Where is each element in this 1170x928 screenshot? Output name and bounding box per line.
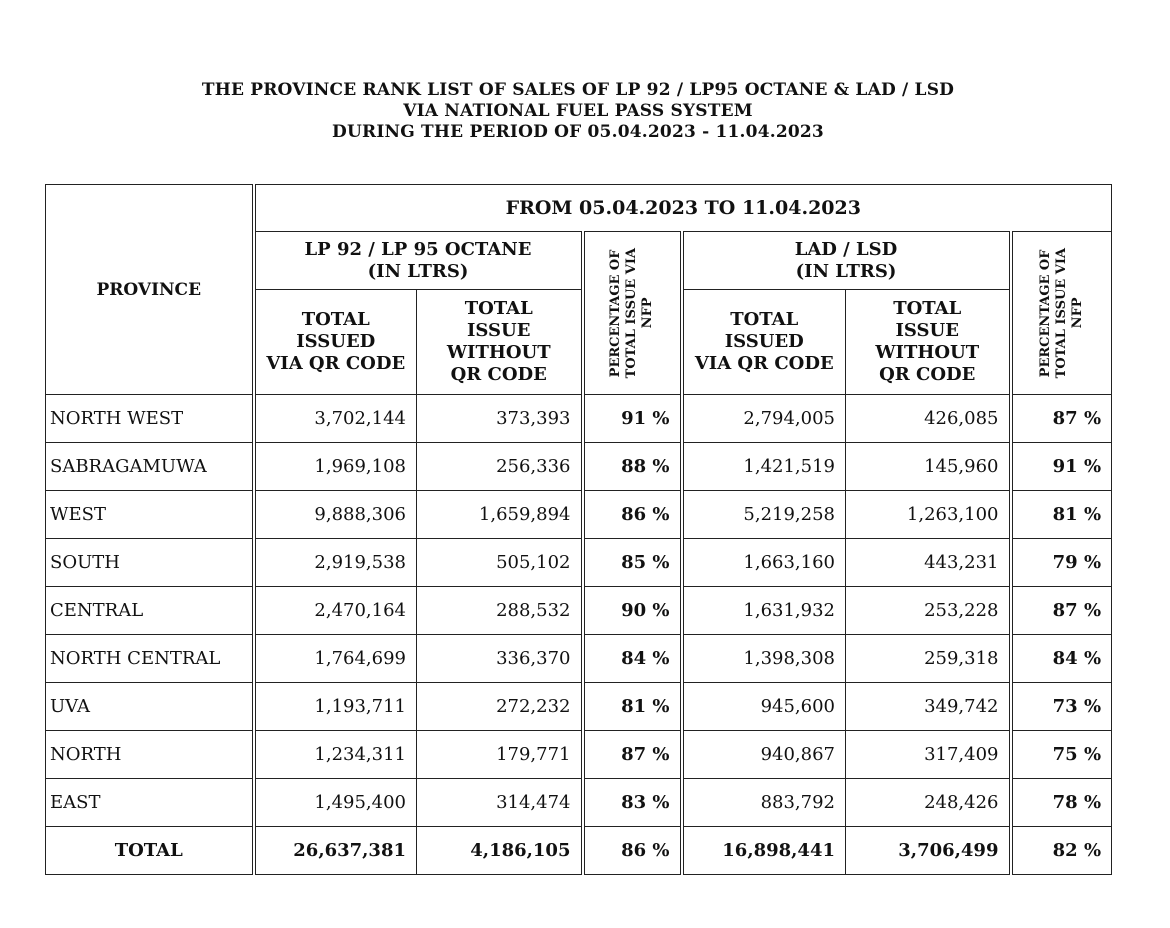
province-cell: EAST xyxy=(46,779,254,827)
total-row xyxy=(46,827,1112,875)
petrol-qr-cell: 1,969,108 xyxy=(254,443,417,491)
province-cell: SABRAGAMUWA xyxy=(46,443,254,491)
petrol-qr-header-line-2: ISSUED xyxy=(296,331,376,352)
petrol-without-header-line-1: TOTAL xyxy=(464,298,533,319)
period-header: FROM 05.04.2023 TO 11.04.2023 xyxy=(254,185,1112,232)
diesel-group-line-2: (IN LTRS) xyxy=(795,260,897,282)
petrol-qr-header-line-1: TOTAL xyxy=(301,309,370,330)
diesel-group-line-1: LAD / LSD xyxy=(794,238,898,260)
total-label: TOTAL xyxy=(46,827,254,875)
table-row xyxy=(46,635,1112,683)
diesel-qr-cell: 1,421,519 xyxy=(682,443,846,491)
petrol-without-cell: 272,232 xyxy=(417,683,583,731)
petrol-without-header-line-4: QR CODE xyxy=(450,364,547,385)
petrol-without-cell: 179,771 xyxy=(417,731,583,779)
table-row xyxy=(46,491,1112,539)
petrol-without-cell: 505,102 xyxy=(417,539,583,587)
petrol-group-line-2: (IN LTRS) xyxy=(367,260,469,282)
petrol-qr-header-line-3: VIA QR CODE xyxy=(266,353,406,374)
diesel-without-header-line-1: TOTAL xyxy=(893,298,962,319)
table-row xyxy=(46,683,1112,731)
petrol-pct-header-line-3: NFP xyxy=(640,297,655,329)
diesel-percentage-header xyxy=(1011,232,1112,395)
diesel-without-header-line-4: QR CODE xyxy=(879,364,976,385)
diesel-qr-cell: 1,398,308 xyxy=(682,635,846,683)
petrol-qr-cell: 1,234,311 xyxy=(254,731,417,779)
province-cell: WEST xyxy=(46,491,254,539)
table-row xyxy=(46,779,1112,827)
petrol-pct-header-line-2: TOTAL ISSUE VIA xyxy=(624,247,639,379)
diesel-without-cell: 259,318 xyxy=(846,635,1011,683)
diesel-without-cell: 426,085 xyxy=(846,395,1011,443)
petrol-group-line-1: LP 92 / LP 95 OCTANE xyxy=(304,238,532,260)
province-rank-table xyxy=(45,184,1112,875)
province-cell: UVA xyxy=(46,683,254,731)
petrol-pct-cell: 86 % xyxy=(583,491,682,539)
petrol-qr-cell: 2,919,538 xyxy=(254,539,417,587)
diesel-without-cell: 253,228 xyxy=(846,587,1011,635)
petrol-without-header-line-3: WITHOUT xyxy=(446,342,551,363)
table-row xyxy=(46,443,1112,491)
diesel-without-cell: 145,960 xyxy=(846,443,1011,491)
diesel-pct-cell: 87 % xyxy=(1011,395,1112,443)
petrol-without-header-line-2: ISSUE xyxy=(467,320,531,341)
petrol-pct-cell: 85 % xyxy=(583,539,682,587)
diesel-group-header xyxy=(682,232,1011,290)
total-petrol-without: 4,186,105 xyxy=(417,827,583,875)
petrol-without-cell: 314,474 xyxy=(417,779,583,827)
diesel-pct-cell: 91 % xyxy=(1011,443,1112,491)
province-cell: NORTH xyxy=(46,731,254,779)
total-petrol-pct: 86 % xyxy=(583,827,682,875)
table-row xyxy=(46,731,1112,779)
petrol-without-cell: 336,370 xyxy=(417,635,583,683)
diesel-pct-cell: 84 % xyxy=(1011,635,1112,683)
diesel-qr-cell: 5,219,258 xyxy=(682,491,846,539)
title-line-2: VIA NATIONAL FUEL PASS SYSTEM xyxy=(403,101,753,121)
petrol-qr-cell: 3,702,144 xyxy=(254,395,417,443)
diesel-pct-cell: 73 % xyxy=(1011,683,1112,731)
petrol-pct-cell: 84 % xyxy=(583,635,682,683)
table-row xyxy=(46,587,1112,635)
petrol-without-cell: 1,659,894 xyxy=(417,491,583,539)
diesel-pct-header-line-1: PERCENTAGE OF xyxy=(1037,249,1053,377)
petrol-qr-header xyxy=(254,290,417,395)
petrol-pct-cell: 87 % xyxy=(583,731,682,779)
total-diesel-pct: 82 % xyxy=(1011,827,1112,875)
petrol-qr-cell: 2,470,164 xyxy=(254,587,417,635)
diesel-qr-header-line-2: ISSUED xyxy=(724,331,804,352)
diesel-qr-header xyxy=(682,290,846,395)
document-title xyxy=(0,80,1156,143)
petrol-qr-cell: 9,888,306 xyxy=(254,491,417,539)
province-header: PROVINCE xyxy=(46,185,254,395)
diesel-qr-cell: 1,631,932 xyxy=(682,587,846,635)
diesel-without-header-line-2: ISSUE xyxy=(895,320,959,341)
diesel-qr-header-line-3: VIA QR CODE xyxy=(694,353,834,374)
petrol-pct-cell: 91 % xyxy=(583,395,682,443)
petrol-pct-cell: 81 % xyxy=(583,683,682,731)
diesel-pct-header-line-3: NFP xyxy=(1069,297,1085,329)
diesel-without-cell: 248,426 xyxy=(846,779,1011,827)
petrol-without-header xyxy=(417,290,583,395)
petrol-pct-cell: 88 % xyxy=(583,443,682,491)
diesel-pct-cell: 79 % xyxy=(1011,539,1112,587)
diesel-without-header-line-3: WITHOUT xyxy=(875,342,980,363)
diesel-without-header xyxy=(846,290,1011,395)
diesel-pct-cell: 87 % xyxy=(1011,587,1112,635)
diesel-qr-header-line-1: TOTAL xyxy=(730,309,799,330)
diesel-pct-cell: 78 % xyxy=(1011,779,1112,827)
province-cell: NORTH CENTRAL xyxy=(46,635,254,683)
province-cell: SOUTH xyxy=(46,539,254,587)
diesel-without-cell: 443,231 xyxy=(846,539,1011,587)
petrol-qr-cell: 1,495,400 xyxy=(254,779,417,827)
province-cell: CENTRAL xyxy=(46,587,254,635)
diesel-qr-cell: 883,792 xyxy=(682,779,846,827)
petrol-qr-cell: 1,193,711 xyxy=(254,683,417,731)
diesel-qr-cell: 1,663,160 xyxy=(682,539,846,587)
province-cell: NORTH WEST xyxy=(46,395,254,443)
diesel-without-cell: 317,409 xyxy=(846,731,1011,779)
table-row xyxy=(46,395,1112,443)
petrol-group-header xyxy=(254,232,583,290)
diesel-qr-cell: 2,794,005 xyxy=(682,395,846,443)
total-diesel-without: 3,706,499 xyxy=(846,827,1011,875)
petrol-without-cell: 373,393 xyxy=(417,395,583,443)
diesel-pct-cell: 81 % xyxy=(1011,491,1112,539)
title-line-1: THE PROVINCE RANK LIST OF SALES OF LP 92 / LP95 OCTANE & LAD / LSD xyxy=(201,80,955,100)
petrol-pct-cell: 90 % xyxy=(583,587,682,635)
diesel-without-cell: 349,742 xyxy=(846,683,1011,731)
petrol-pct-cell: 83 % xyxy=(583,779,682,827)
total-petrol-qr: 26,637,381 xyxy=(254,827,417,875)
diesel-pct-header-line-2: TOTAL ISSUE VIA xyxy=(1053,247,1069,379)
diesel-without-cell: 1,263,100 xyxy=(846,491,1011,539)
petrol-percentage-header xyxy=(583,232,682,395)
table-row xyxy=(46,539,1112,587)
petrol-qr-cell: 1,764,699 xyxy=(254,635,417,683)
diesel-qr-cell: 940,867 xyxy=(682,731,846,779)
total-diesel-qr: 16,898,441 xyxy=(682,827,846,875)
title-line-3: DURING THE PERIOD OF 05.04.2023 - 11.04.2023 xyxy=(332,122,824,142)
petrol-pct-header-line-1: PERCENTAGE OF xyxy=(608,249,623,377)
petrol-without-cell: 256,336 xyxy=(417,443,583,491)
petrol-without-cell: 288,532 xyxy=(417,587,583,635)
diesel-qr-cell: 945,600 xyxy=(682,683,846,731)
diesel-pct-cell: 75 % xyxy=(1011,731,1112,779)
table-body xyxy=(46,395,1112,875)
